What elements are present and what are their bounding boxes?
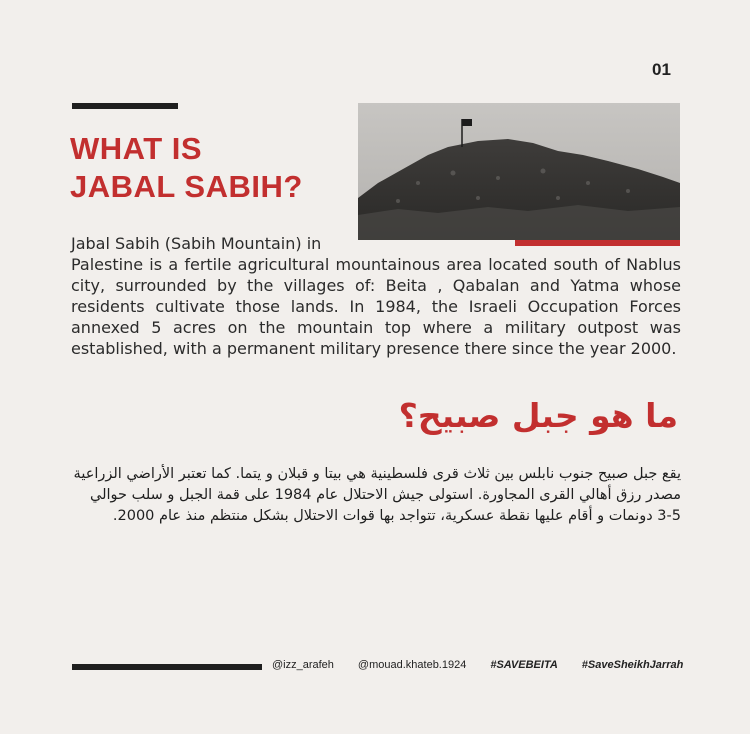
english-body: Palestine is a fertile agricultural mountainous area located south of Nablus city, surrounded by the villages of: Beita , Qabalan and Yatma whose residents cultivate those lands. In 1984, the Israeli Occupation Forces annexed 5 acres on the mountain top where a military outpost was established, with a permanent military presence there since the year 2000. [71,255,681,358]
footer-hashtag-savebeita[interactable]: #SAVEBEITA [490,659,558,671]
mountain-photo-illustration [358,103,680,240]
footer [272,659,683,671]
top-divider [72,103,178,109]
title-line-2: JABAL SABIH? [70,169,303,204]
mountain-photo [358,103,680,240]
footer-handle-izz[interactable]: @izz_arafeh [272,659,334,671]
footer-divider [72,664,262,670]
arabic-title: ما هو جبل صبيح؟ [398,396,678,435]
page-title [70,130,303,206]
arabic-paragraph: يقع جبل صبيح جنوب نابلس بين ثلاث قرى فلسطينية هي بيتا و قبلان و يتما. كما تعتبر الأراضي الزراعية مصدر رزق أهالي القرى المجاورة. استولى جيش الاحتلال عام 1984 على قمة الجبل و سلب حوالي 5-3 دونمات و أقام عليها نقطة عسكرية، تتواجد بها قوات الاحتلال بشكل منتظم منذ عام 2000. [73,466,681,524]
title-line-1: WHAT IS [70,131,203,166]
english-paragraph [71,233,681,359]
footer-hashtag-savesheikhjarrah[interactable]: #SaveSheikhJarrah [581,659,684,671]
english-first-line: Jabal Sabih (Sabih Mountain) in [71,234,322,253]
page-number: 01 [652,60,671,79]
footer-handle-mouad[interactable]: @mouad.khateb.1924 [357,659,467,671]
